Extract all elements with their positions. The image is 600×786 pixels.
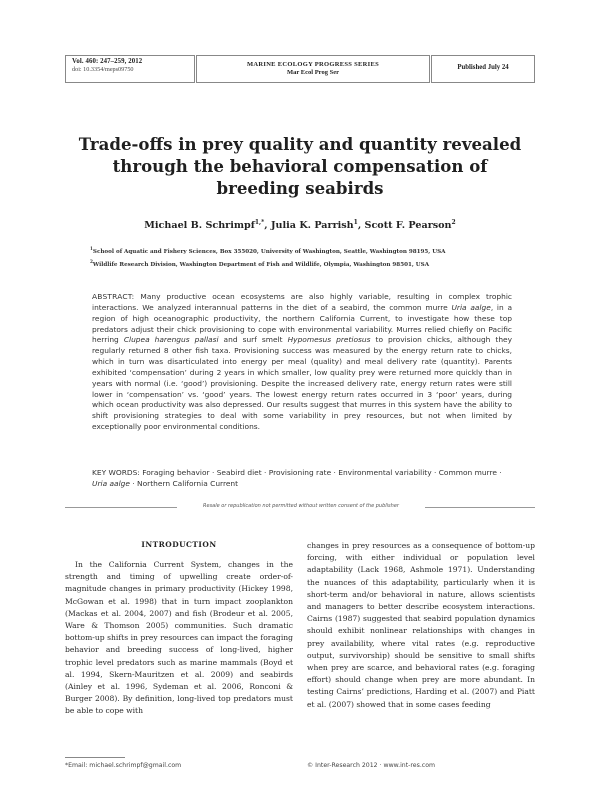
author-list: Michael B. Schrimpf$^{1,*}$, Julia K. Parrish$^1$, Scott F. Pearson$^2$ [144,219,456,232]
abstract: ABSTRACT: Many productive ocean ecosystems are also highly variable, resulting in complex trophic interactions. We analyzed interannual patterns in the diet of a seabird, the common murre Uria aalge, in a region of high oceanographic productivity, the northern California Current, to investigate how these top predators adjust their chick provisioning to cope with environmental variability. Murres relied chiefly on Pacific herring Clupea harengus pallasi and surf smelt Hypomesus pretiosus to provision chicks, although they regularly returned 8 other fish taxa. Provisioning success was measured by the energy return rate to chicks, which in turn was disarticulated into energy per meal (quality) and meal delivery rate (quantity). Parents exhibited ‘compensation’ during 2 years in which smaller, low quality prey were returned more quickly than in years with normal (i.e. ‘good’) provisioning. Despite the increased delivery rate, energy return rates were still lower in ‘compensation’ vs. ‘good’ years. The lowest energy return rates occurred in 3 ‘poor’ years, during which ocean productivity was also depressed. Our results suggest that murres in this system have the ability to shift provisioning strategies to deal with some variability in prey resources, but not when limited by exceptionally poor environmental conditions. [92,292,513,432]
keywords-label: KEY WORDS: [92,468,140,477]
volume-info: Vol. 460: 247–259, 2012 [72,58,143,65]
author-sup: 1,* [254,219,265,226]
published-date: Published July 24 [457,64,509,71]
affiliations [90,244,520,270]
body-paragraph: In the California Current System, changes in the strength and timing of upwelling create order-of-magnitude changes in primary productivity (Hickey 1998, McGowan et al. 1998) that in turn impact zooplankton (Mackas et al. 2004, 2007) and fish (Brodeur et al. 2005, Ware & Thomson 2005) communities. Such dramatic bottom-up shifts in prey resources can impact the foraging behavior and breeding success of long-lived, higher trophic level predators such as marine mammals (Boyd et al. 1994, Skern-Mauritzen et al. 2009) and seabirds (Ainley et al. 1996, Sydeman et al. 2006, Ronconi & Burger 2008). By definition, long-lived top predators must be able to cope with [65,560,293,716]
affiliation-line: $^1$School of Aquatic and Fishery Sciences, Box 355020, University of Washington, Seattle, Washington 98195, USA [90,246,446,255]
author-name: Julia K. Parrish [270,220,354,232]
divider [425,507,535,508]
author-sup: 2 [451,219,456,226]
resale-notice: Resale or republication not permitted without written consent of the publisher [203,503,399,509]
author-sup: 1 [353,219,358,226]
species-name: Hypomesus pretiosus [287,335,371,345]
body-paragraph: changes in prey resources as a consequence of bottom-up forcing, with either individual or population level adaptability (Lack 1968, Ashmole 1971). Understanding the nuances of this adaptability, particularly when it is short-term and/or behavioral in nature, allows scientists and managers to better describe ecosystem interactions. Cairns (1987) suggested that seabird population dynamics should exhibit nonlinear relationships with changes in prey availability, where vital rates (e.g. reproductive output, survivorship) should be sensitive to small shifts when prey are scarce, and behavioral rates (e.g. foraging effort) should change when prey are more abundant. In testing Cairns’ predictions, Harding et al. (2007) and Piatt et al. (2007) showed that in some cases feeding [307,541,535,709]
journal-name: MARINE ECOLOGY PROGRESS SERIES [246,61,380,68]
header-journal-box [196,55,430,83]
paper-title: Trade-offs in prey quality and quantity revealed through the behavioral compensation of breeding seabirds [78,134,522,198]
body-column-right [307,540,535,711]
section-heading-introduction: INTRODUCTION [141,540,217,549]
doi[interactable]: doi: 10.3354/meps09750 [72,66,134,73]
body-column-left [65,559,293,718]
divider [65,507,177,508]
author-name: Michael B. Schrimpf [144,220,255,232]
journal-abbrev: Mar Ecol Prog Ser [287,69,339,76]
header-citation-box [65,55,195,83]
affiliation-line: $^2$Wildlife Research Division, Washington Department of Fish and Wildlife, Olympia, Washington 98501, USA [90,258,430,268]
abstract-label: ABSTRACT: [92,292,135,301]
species-name: Clupea harengus pallasi [123,335,219,345]
footnote-divider [65,757,125,758]
species-name: Uria aalge [451,302,491,312]
copyright-notice: © Inter-Research 2012 · www.int-res.com [307,762,436,769]
header-published-box [431,55,535,83]
corresponding-email[interactable]: *Email: michael.schrimpf@gmail.com [65,762,182,769]
species-name: Uria aalge [92,478,130,488]
author-name: Scott F. Pearson [364,220,452,232]
keywords: KEY WORDS: Foraging behavior · Seabird diet · Provisioning rate · Environmental variability · Common murre · Uria aalge · Northern California Current [92,468,502,488]
